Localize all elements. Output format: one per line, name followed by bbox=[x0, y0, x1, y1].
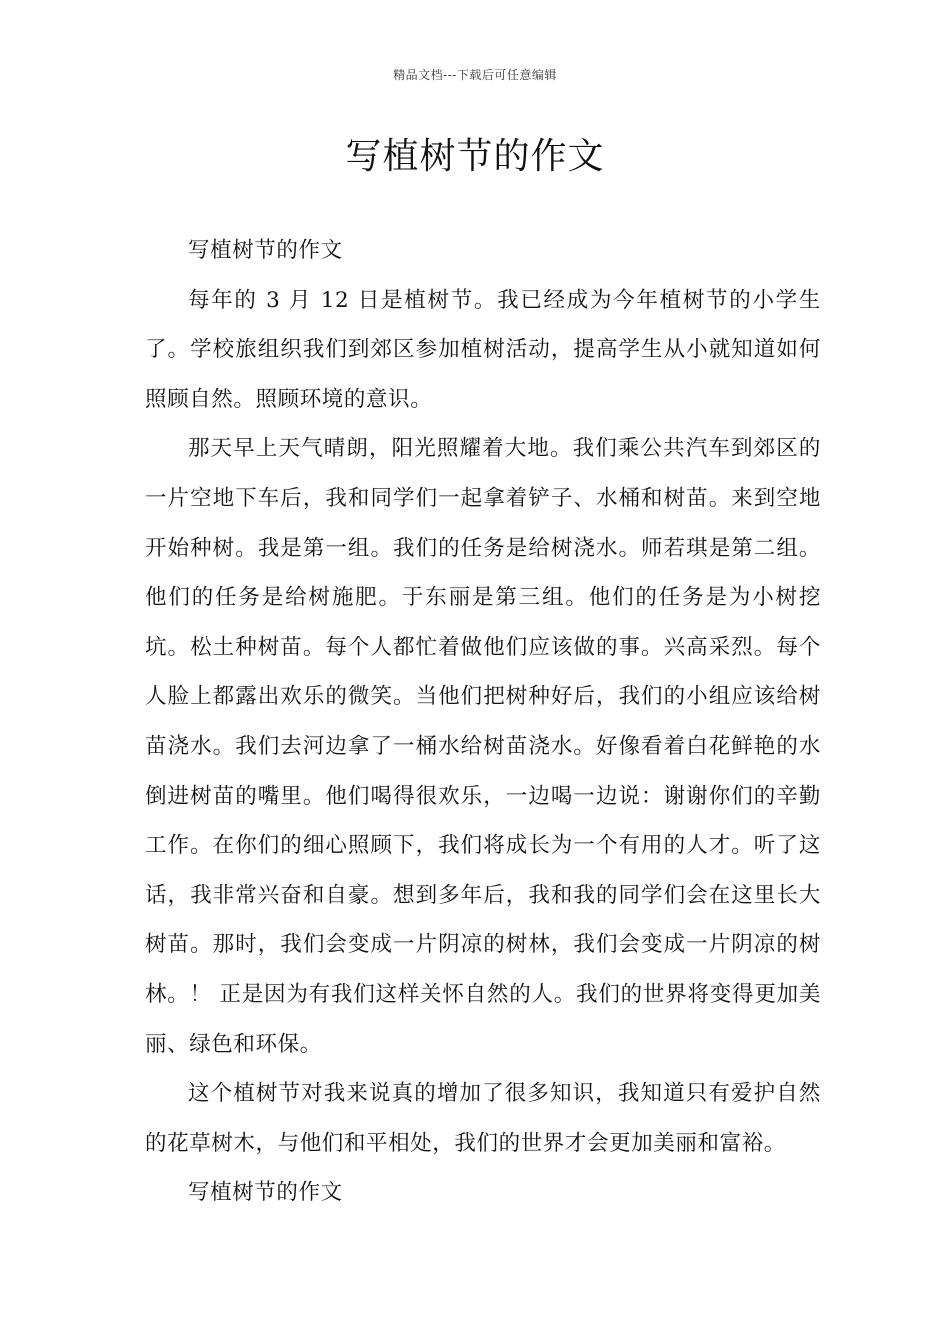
document-body bbox=[145, 226, 821, 1218]
paragraph-repeat-title: 写植树节的作文 bbox=[188, 1180, 343, 1206]
paragraph-story: 那天早上天气晴朗，阳光照耀着大地。我们乘公共汽车到郊区的一片空地下车后，我和同学们一起拿着铲子、水桶和树苗。来到空地开始种树。我是第一组。我们的任务是给树浇水。师若琪是第二组。他们的任务是给树施肥。于东丽是第三组。他们的任务是为小树挖坑。松土种树苗。每个人都忙着做他们应该做的事。兴高采烈。每个人脸上都露出欢乐的微笑。当他们把树种好后，我们的小组应该给树苗浇水。我们去河边拿了一桶水给树苗浇水。好像看着白花鲜艳的水倒进树苗的嘴里。他们喝得很欢乐，一边喝一边说：谢谢你们的辛勤工作。在你们的细心照顾下，我们将成长为一个有用的人才。听了这话，我非常兴奋和自豪。想到多年后，我和我的同学们会在这里长大树苗。那时，我们会变成一片阴凉的树林，我们会变成一片阴凉的树林。！ 正是因为有我们这样关怀自然的人。我们的世界将变得更加美丽、绿色和环保。 bbox=[145, 436, 821, 1057]
paragraph-intro: 每年的 3 月 12 日是植树节。我已经成为今年植树节的小学生了。学校旅组织我们到郊区参加植树活动，提高学生从小就知道如何照顾自然。照顾环境的意识。 bbox=[145, 287, 821, 412]
paragraph-conclusion: 这个植树节对我来说真的增加了很多知识，我知道只有爱护自然的花草树木，与他们和平相处，我们的世界才会更加美丽和富裕。 bbox=[145, 1081, 821, 1156]
paragraph-subtitle: 写植树节的作文 bbox=[188, 238, 343, 263]
header-note: 精品文档---下载后可任意编辑 bbox=[393, 68, 557, 82]
document-title: 写植树节的作文 bbox=[345, 136, 605, 177]
